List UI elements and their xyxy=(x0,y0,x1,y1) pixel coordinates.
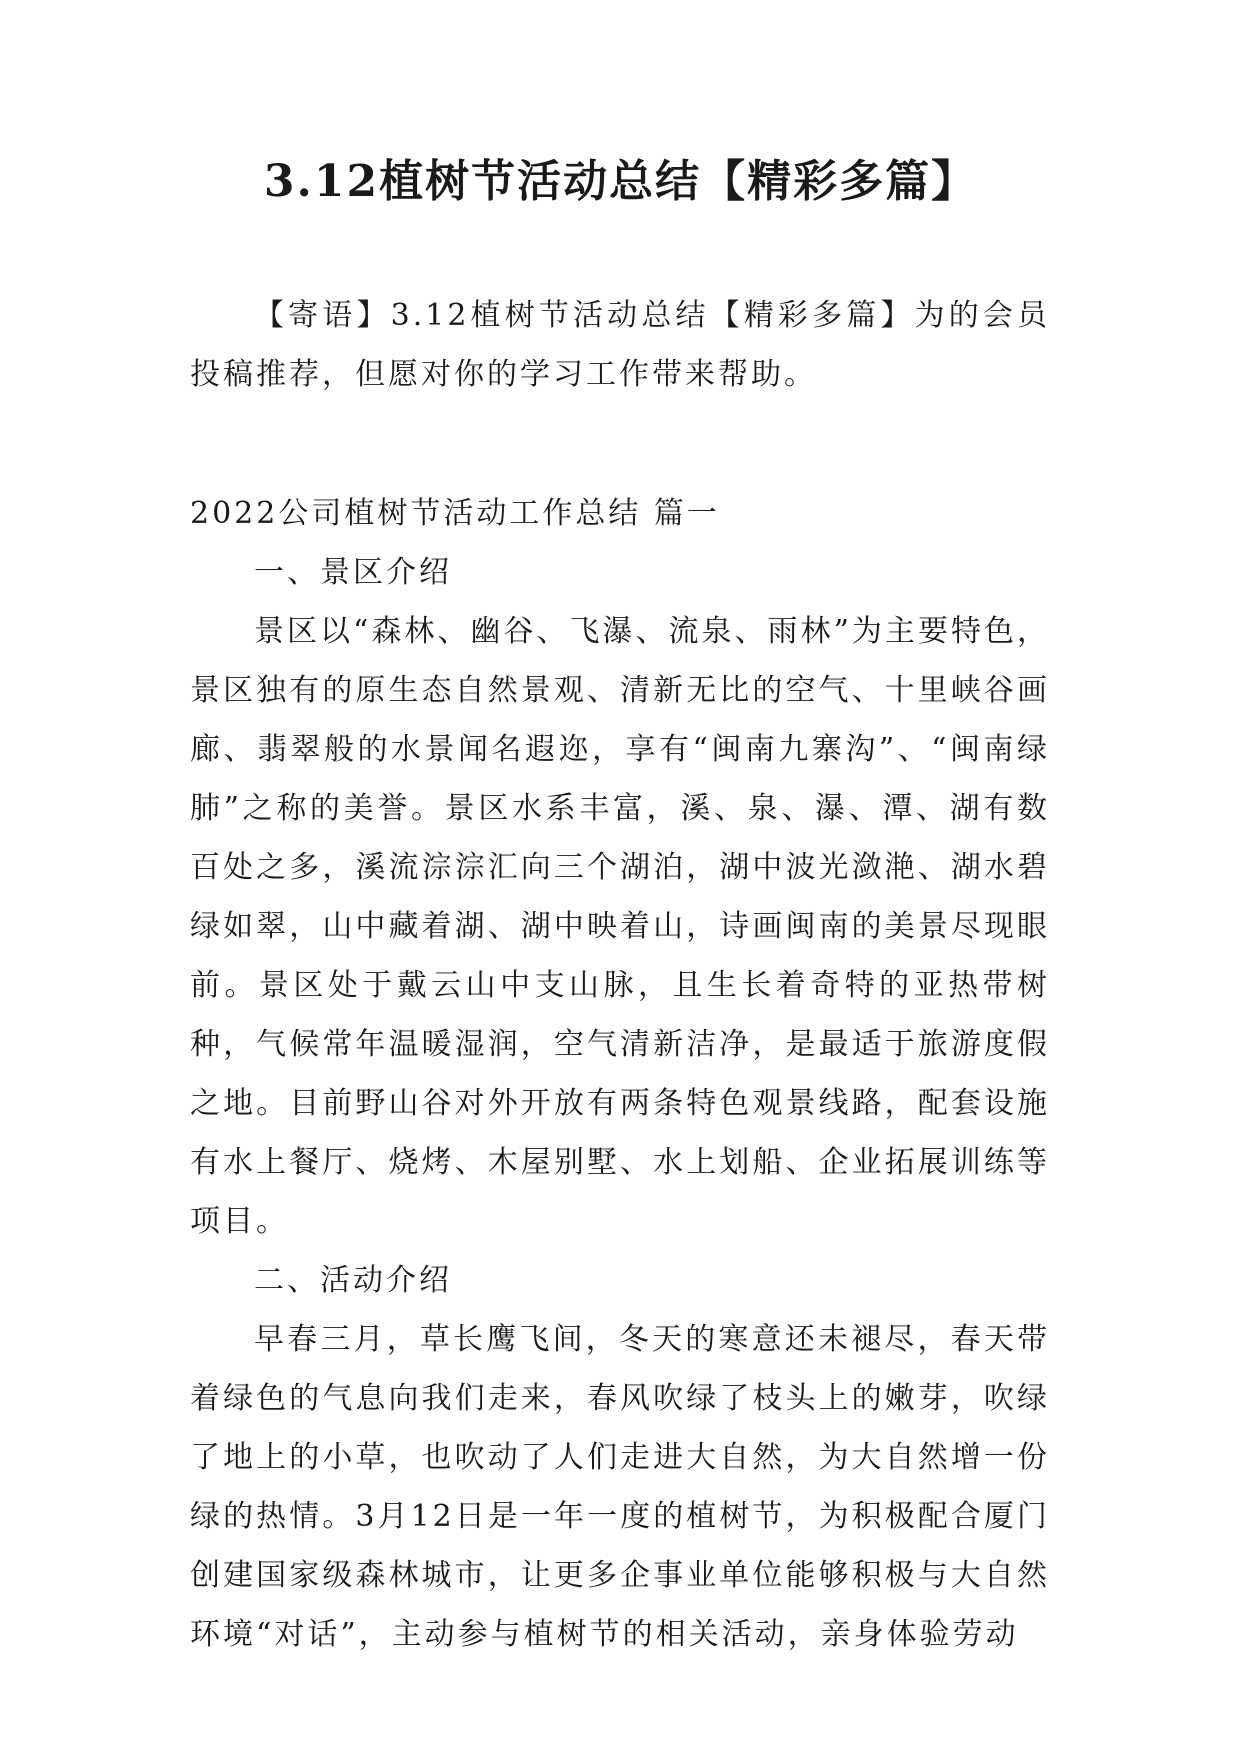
section-heading: 2022公司植树节活动工作总结 篇一 xyxy=(190,496,720,531)
document-title: 3.12植树节活动总结【精彩多篇】 xyxy=(263,156,978,207)
scenic-intro-paragraph: 景区以“森林、幽谷、飞瀑、流泉、雨林”为主要特色，景区独有的原生态自然景观、清新无比的空气、十里峡谷画廊、翡翠般的水景闻名遐迩，享有“闽南九寨沟”、“闽南绿肺”之称的美誉。景区水系丰富，溪、泉、瀑、潭、湖有数百处之多，溪流淙淙汇向三个湖泊，湖中波光潋滟、湖水碧绿如翠，山中藏着湖、湖中映着山，诗画闽南的美景尽现眼前。景区处于戴云山中支山脉，且生长着奇特的亚热带树种，气候常年温暖湿润，空气清新洁净，是最适于旅游度假之地。目前野山谷对外开放有两条特色观景线路，配套设施有水上餐厅、烧烤、木屋别墅、水上划船、企业拓展训练等项目。 xyxy=(190,614,1050,1239)
sub-heading-scenic-intro: 一、景区介绍 xyxy=(254,555,452,590)
intro-paragraph: 【寄语】3.12植树节活动总结【精彩多篇】为的会员投稿推荐，但愿对你的学习工作带来帮助。 xyxy=(190,298,1050,392)
section-spacer xyxy=(190,404,1050,484)
document-body xyxy=(190,286,1050,1664)
sub-heading-activity-intro: 二、活动介绍 xyxy=(254,1263,452,1298)
activity-intro-paragraph: 早春三月，草长鹰飞间，冬天的寒意还未褪尽，春天带着绿色的气息向我们走来，春风吹绿了枝头上的嫩芽，吹绿了地上的小草，也吹动了人们走进大自然，为大自然增一份绿的热情。3月12日是一年一度的植树节，为积极配合厦门创建国家级森林城市，让更多企事业单位能够积极与大自然环境“对话”，主动参与植树节的相关活动，亲身体验劳动 xyxy=(190,1322,1050,1652)
